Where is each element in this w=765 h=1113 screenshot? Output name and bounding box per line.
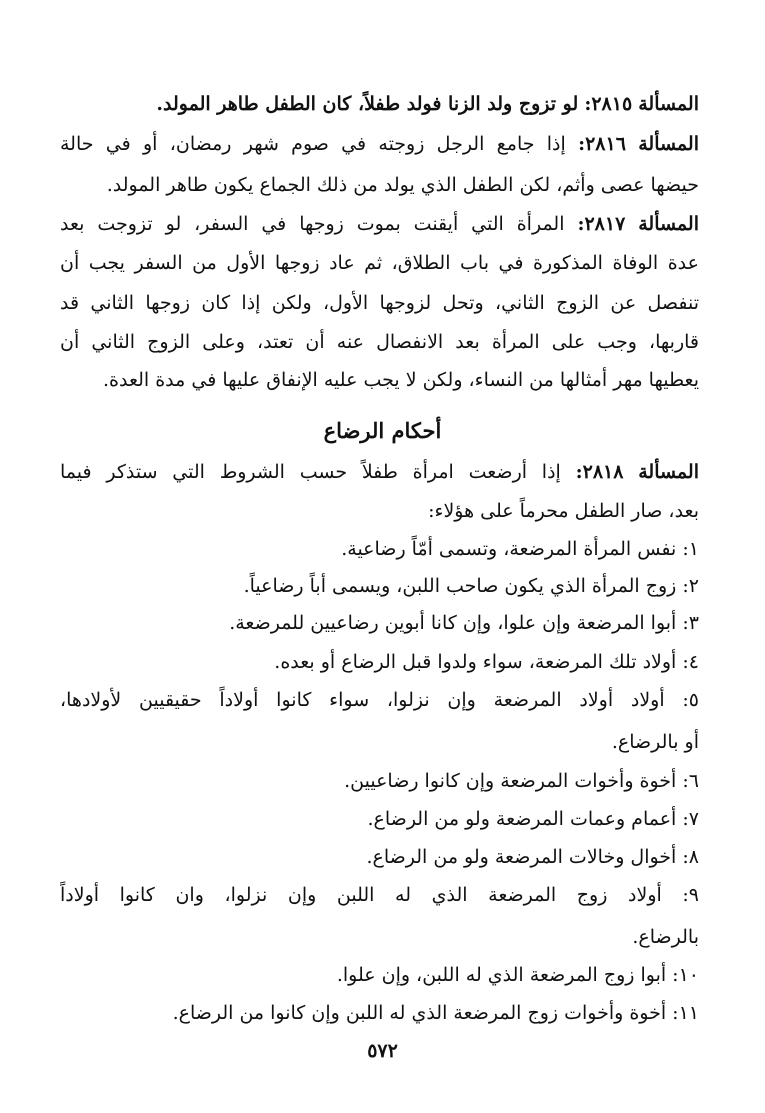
list-item-5-line1: ٥: أولاد أولاد المرضعة وإن نزلوا، سواء كانوا أولاداً حقيقيين لأولادها،	[60, 689, 699, 711]
list-item-7: ٧: أعمام وعمات المرضعة ولو من الرضاع.	[367, 808, 699, 830]
masala-text: المرأة التي أيقنت بموت زوجها في السفر، لو تزوجت بعد	[60, 213, 565, 235]
masala-label: المسألة	[638, 93, 699, 115]
masala-2817-line5: يعطيها مهر أمثالها من النساء، ولكن لا يجب عليه الإنفاق عليها في مدة العدة.	[102, 369, 699, 391]
masala-label: المسألة	[638, 133, 699, 155]
masala-text: إذا جامع الرجل زوجته في صوم شهر رمضان، أو في حالة	[60, 133, 566, 155]
masala-text: إذا أرضعت امرأة طفلاً حسب الشروط التي ستذكر فيما	[60, 461, 561, 483]
masala-2815-line1	[60, 90, 699, 118]
list-item-11: ١١: أخوة وأخوات زوج المرضعة الذي له اللبن وإن كانوا من الرضاع.	[172, 1002, 699, 1024]
masala-number: ٢٨١٦:	[578, 133, 626, 155]
masala-text: لو تزوج ولد الزنا فولد طفلاً، كان الطفل طاهر المولد.	[156, 93, 579, 115]
masala-number: ٢٨١٧:	[577, 213, 626, 235]
masala-2817-line1	[60, 210, 699, 238]
masala-2816-line2: حيضها عصى وأثم، لكن الطفل الذي يولد من ذلك الجماع يكون طاهر المولد.	[106, 174, 699, 196]
list-item-2: ٢: زوج المرأة الذي يكون صاحب اللبن، ويسمى أباً رضاعياً.	[243, 575, 699, 597]
masala-2816-line1	[60, 130, 699, 158]
masala-number: ٢٨١٨:	[575, 461, 624, 483]
list-item-9-line2: بالرضاع.	[632, 926, 699, 948]
list-item-6: ٦: أخوة وأخوات المرضعة وإن كانوا رضاعيين.	[344, 770, 699, 792]
masala-label: المسألة	[638, 213, 699, 235]
section-heading: أحكام الرضاع	[323, 418, 442, 443]
list-item-10: ١٠: أبوا زوج المرضعة الذي له اللبن، وإن علوا.	[336, 964, 699, 986]
list-item-3: ٣: أبوا المرضعة وإن علوا، وإن كانا أبوين رضاعيين للمرضعة.	[229, 612, 699, 634]
masala-2818-line2: بعد، صار الطفل محرماً على هؤلاء:	[428, 500, 699, 522]
masala-2818-line1	[60, 458, 699, 486]
list-item-8: ٨: أخوال وخالات المرضعة ولو من الرضاع.	[366, 846, 699, 868]
masala-number: ٢٨١٥:	[584, 93, 633, 115]
masala-2817-line2: عدة الوفاة المذكورة في باب الطلاق، ثم عاد زوجها الأول من السفر يجب أن	[60, 252, 699, 274]
list-item-1: ١: نفس المرأة المرضعة، وتسمى أُمّاً رضاعية.	[341, 538, 699, 560]
page-number: ٥٧٢	[367, 1040, 398, 1062]
masala-2817-line3: تنفصل عن الزوج الثاني، وتحل لزوجها الأول، ولكن إذا كان زوجها الثاني قد	[60, 292, 699, 314]
masala-label: المسألة	[638, 461, 699, 483]
list-item-4: ٤: أولاد تلك المرضعة، سواء ولدوا قبل الرضاع أو بعده.	[274, 651, 699, 673]
list-item-5-line2: أو بالرضاع.	[611, 731, 699, 753]
list-item-9-line1: ٩: أولاد زوج المرضعة الذي له اللبن وإن نزلوا، وان كانوا أولاداً	[60, 884, 699, 906]
masala-2817-line4: قاربها، وجب على المرأة بعد الانفصال عنه أن تعتد، وعلى الزوج الثاني أن	[60, 331, 699, 353]
